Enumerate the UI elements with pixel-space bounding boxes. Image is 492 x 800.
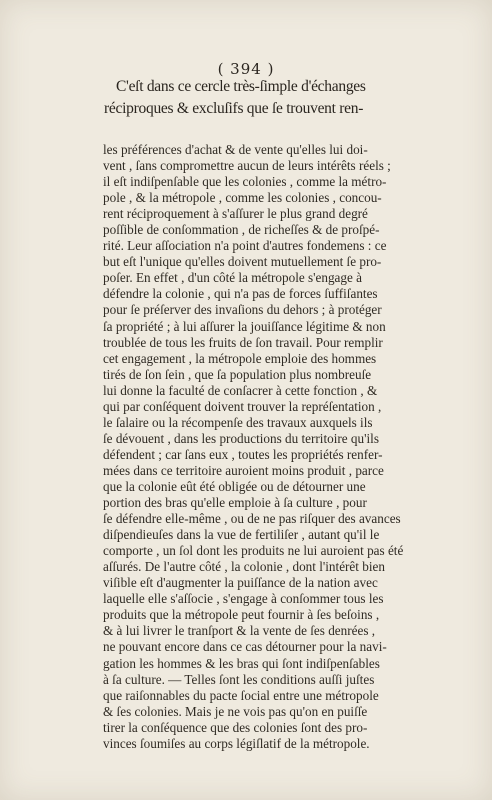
body-line: que raiſonnables du pacte ſocial entre une métropole	[103, 687, 379, 703]
body-line: but eſt l'unique qu'elles doivent mutuellement ſe pro-	[103, 254, 382, 270]
opening-paragraph	[104, 76, 434, 120]
body-line: pour ſe préſerver des invaſions du dehors ; à protéger	[103, 302, 382, 318]
body-line: qui par conſéquent doivent trouver la repréſentation ,	[103, 398, 382, 414]
body-line: laquelle elle s'aſſocie , s'engage à conſommer tous les	[103, 591, 384, 607]
body-line: tirés de ſon ſein , que ſa population plus nombreuſe	[103, 366, 372, 382]
body-line: défendre la colonie , qui n'a pas de forces ſuffiſantes	[103, 286, 378, 302]
body-line: le ſalaire ou la récompenſe des travaux auxquels ils	[103, 414, 373, 430]
body-line: produits que la métropole peut fournir à ſes beſoins ,	[103, 607, 380, 623]
body-line: ſe dévouent , dans les productions du territoire qu'ils	[103, 430, 379, 446]
body-line: gation les hommes & les bras qui ſont indiſpenſables	[103, 655, 380, 671]
body-line: vinces ſoumiſes au corps légiſlatif de la métropole.	[103, 735, 370, 751]
body-line: défendent ; car ſans eux , toutes les propriétés renfer-	[103, 446, 383, 462]
body-line: vent , ſans compromettre aucun de leurs intérêts réels ;	[103, 158, 391, 174]
body-line: rent réciproquement à s'aſſurer le plus grand degré	[103, 206, 368, 222]
page-number: ( 394 )	[217, 60, 275, 78]
body-line: pole , & la métropole , comme les colonies , concou-	[103, 190, 382, 206]
body-line: il eſt indiſpenſable que les colonies , comme la métro-	[103, 174, 387, 190]
body-line: viſible eſt d'augmenter la puiſſance de la nation avec	[103, 575, 378, 591]
body-line: lui donne la faculté de conſacrer à cette fonction , &	[103, 382, 378, 398]
body-line: que la colonie eût été obligée ou de détourner une	[103, 478, 366, 494]
body-line: ſa propriété ; à lui aſſurer la jouiſſance légitime & non	[103, 318, 386, 334]
body-line: rité. Leur aſſociation n'a point d'autres fondemens : ce	[103, 238, 387, 254]
body-line: troublée de tous les fruits de ſon travail. Pour remplir	[103, 334, 383, 350]
body-line: à ſa culture. — Telles ſont les conditions auſſi juſtes	[103, 671, 375, 687]
body-line: tirer la conſéquence que des colonies ſont des pro-	[103, 719, 368, 735]
body-line: les préférences d'achat & de vente qu'elles lui doi-	[103, 142, 368, 157]
body-line: aſſurés. De l'autre côté , la colonie , dont l'intérêt bien	[103, 559, 385, 575]
heading-line: C'eſt dans ce cercle très-ſimple d'échanges	[116, 78, 366, 95]
body-line: poſer. En effet , d'un côté la métropole s'engage à	[103, 270, 363, 286]
body-line: cet engagement , la métropole emploie des hommes	[103, 350, 377, 366]
body-line: diſpendieuſes dans la vue de fertiliſer , autant qu'il le	[103, 527, 380, 543]
body-line: & ſes colonies. Mais je ne vois pas qu'on en puiſſe	[103, 703, 368, 719]
body-line: portion des bras qu'elle emploie à ſa culture , pour	[103, 495, 367, 511]
body-line: mées dans ce territoire auroient moins produit , parce	[103, 462, 384, 478]
body-line: ſe défendre elle-même , ou de ne pas riſquer des avances	[103, 511, 401, 527]
body-line: poſſible de conſommation , de richeſſes & de proſpé-	[103, 222, 380, 238]
body-line: & à lui livrer le tranſport & la vente de ſes denrées ,	[103, 623, 376, 639]
body-text	[103, 142, 433, 752]
body-line: ne pouvant encore dans ce cas détourner pour la navi-	[103, 639, 387, 655]
body-line: comporte , un ſol dont les produits ne lui auroient pas été	[103, 543, 404, 559]
heading-line: réciproques & excluſifs que ſe trouvent ren-	[104, 100, 364, 117]
